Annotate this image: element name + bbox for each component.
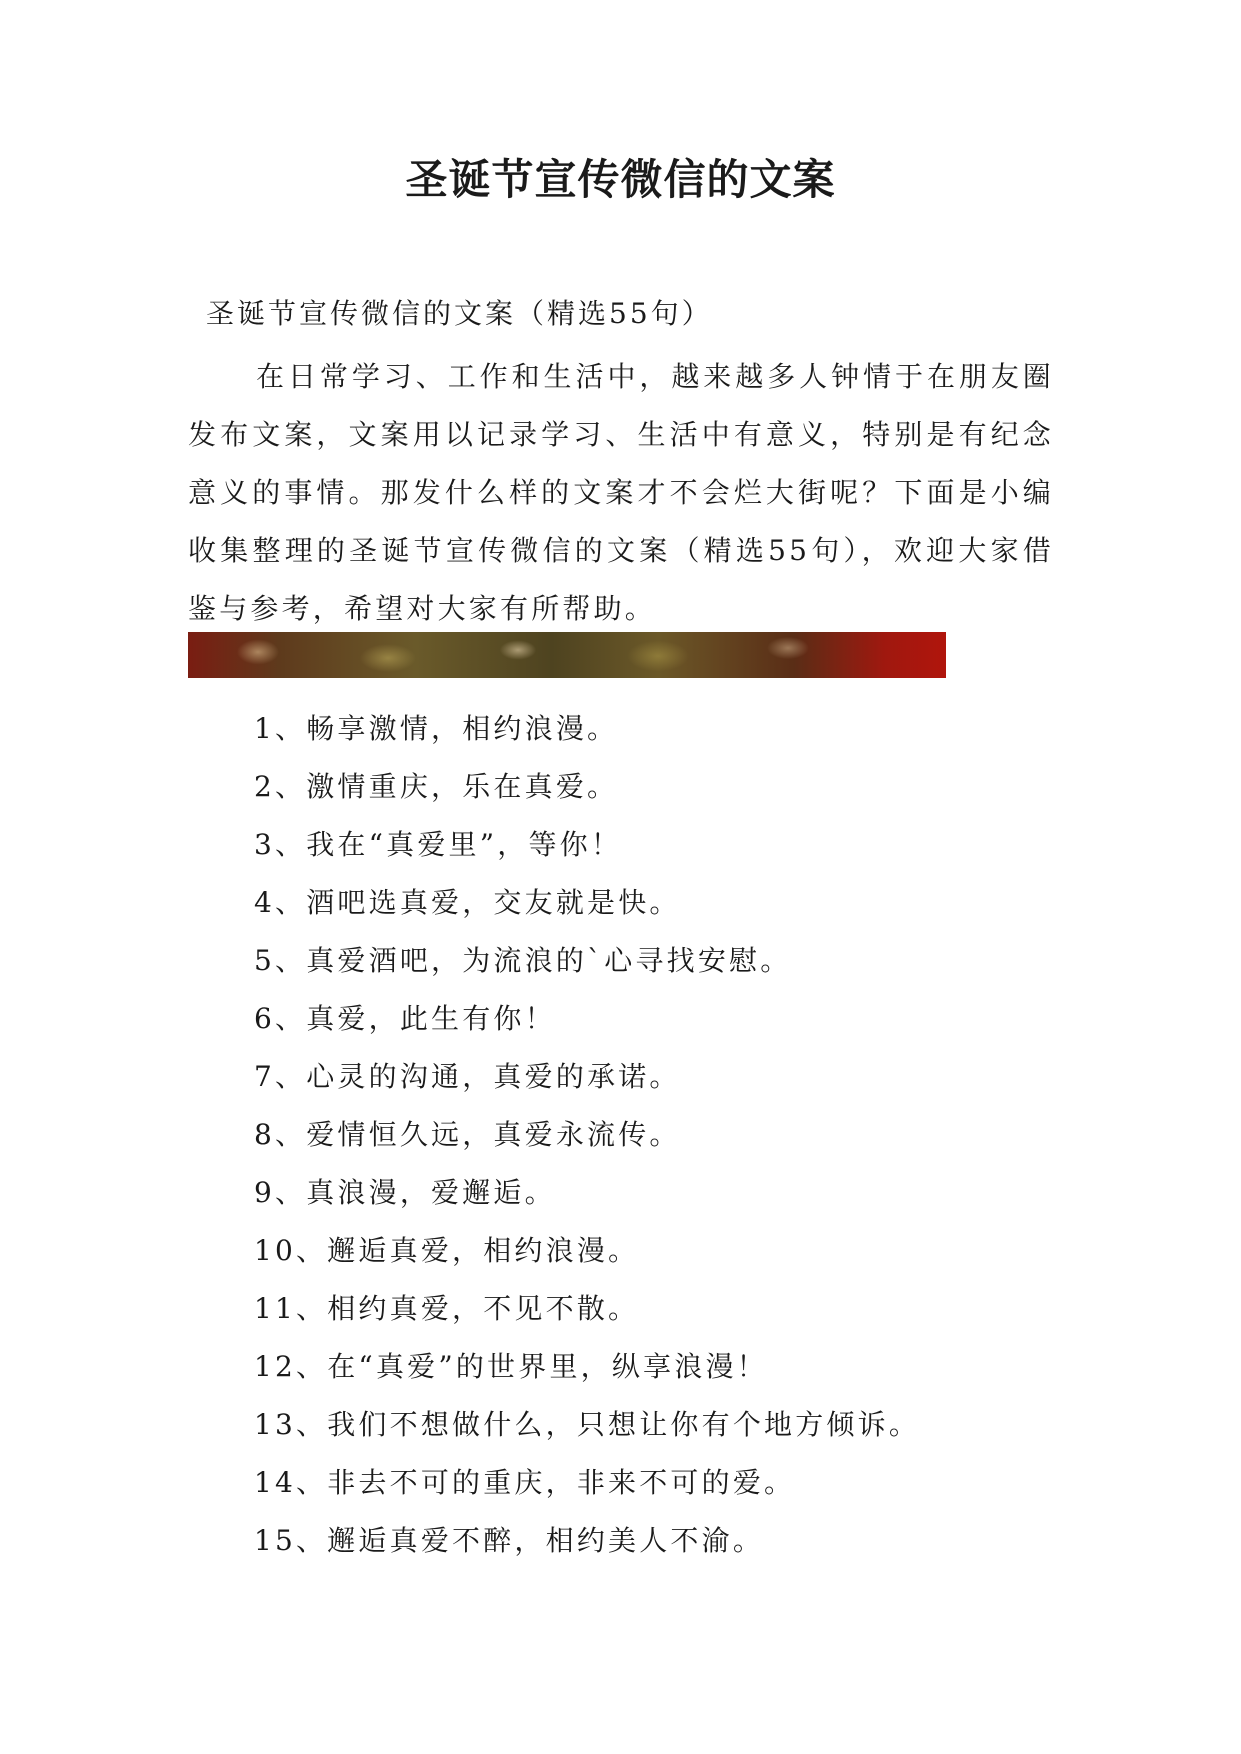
list-item: 3、我在“真爱里”，等你！ xyxy=(254,828,623,861)
list-item: 8、爱情恒久远，真爱永流传。 xyxy=(254,1118,681,1151)
list-item: 9、真浪漫，爱邂逅。 xyxy=(254,1176,556,1209)
slogan-list xyxy=(254,700,920,1570)
christmas-banner-image xyxy=(188,632,946,678)
list-item: 1、畅享激情，相约浪漫。 xyxy=(254,712,619,745)
list-item: 10、邂逅真爱，相约浪漫。 xyxy=(254,1234,640,1267)
list-item: 13、我们不想做什么，只想让你有个地方倾诉。 xyxy=(254,1408,921,1441)
list-item: 6、真爱，此生有你！ xyxy=(254,1002,556,1035)
list-item: 2、激情重庆，乐在真爱。 xyxy=(254,770,619,803)
list-item: 7、心灵的沟通，真爱的承诺。 xyxy=(254,1060,681,1093)
intro-paragraph: 在日常学习、工作和生活中，越来越多人钟情于在朋友圈发布文案，文案用以记录学习、生活中有意义，特别是有纪念意义的事情。那发什么样的文案才不会烂大街呢？下面是小编收集整理的圣诞节宣传微信的文案（精选55句），欢迎大家借鉴与参考，希望对大家有所帮助。 xyxy=(188,360,1054,625)
list-item: 4、酒吧选真爱，交友就是快。 xyxy=(254,886,681,919)
list-item: 15、邂逅真爱不醉，相约美人不渝。 xyxy=(254,1524,765,1557)
document-subtitle: 圣诞节宣传微信的文案（精选55句） xyxy=(206,297,713,330)
document-title: 圣诞节宣传微信的文案 xyxy=(405,155,836,204)
list-item: 11、相约真爱，不见不散。 xyxy=(254,1292,640,1325)
list-item: 12、在“真爱”的世界里，纵享浪漫！ xyxy=(254,1350,768,1383)
list-item: 5、真爱酒吧，为流浪的`心寻找安慰。 xyxy=(254,944,792,977)
list-item: 14、非去不可的重庆，非来不可的爱。 xyxy=(254,1466,796,1499)
